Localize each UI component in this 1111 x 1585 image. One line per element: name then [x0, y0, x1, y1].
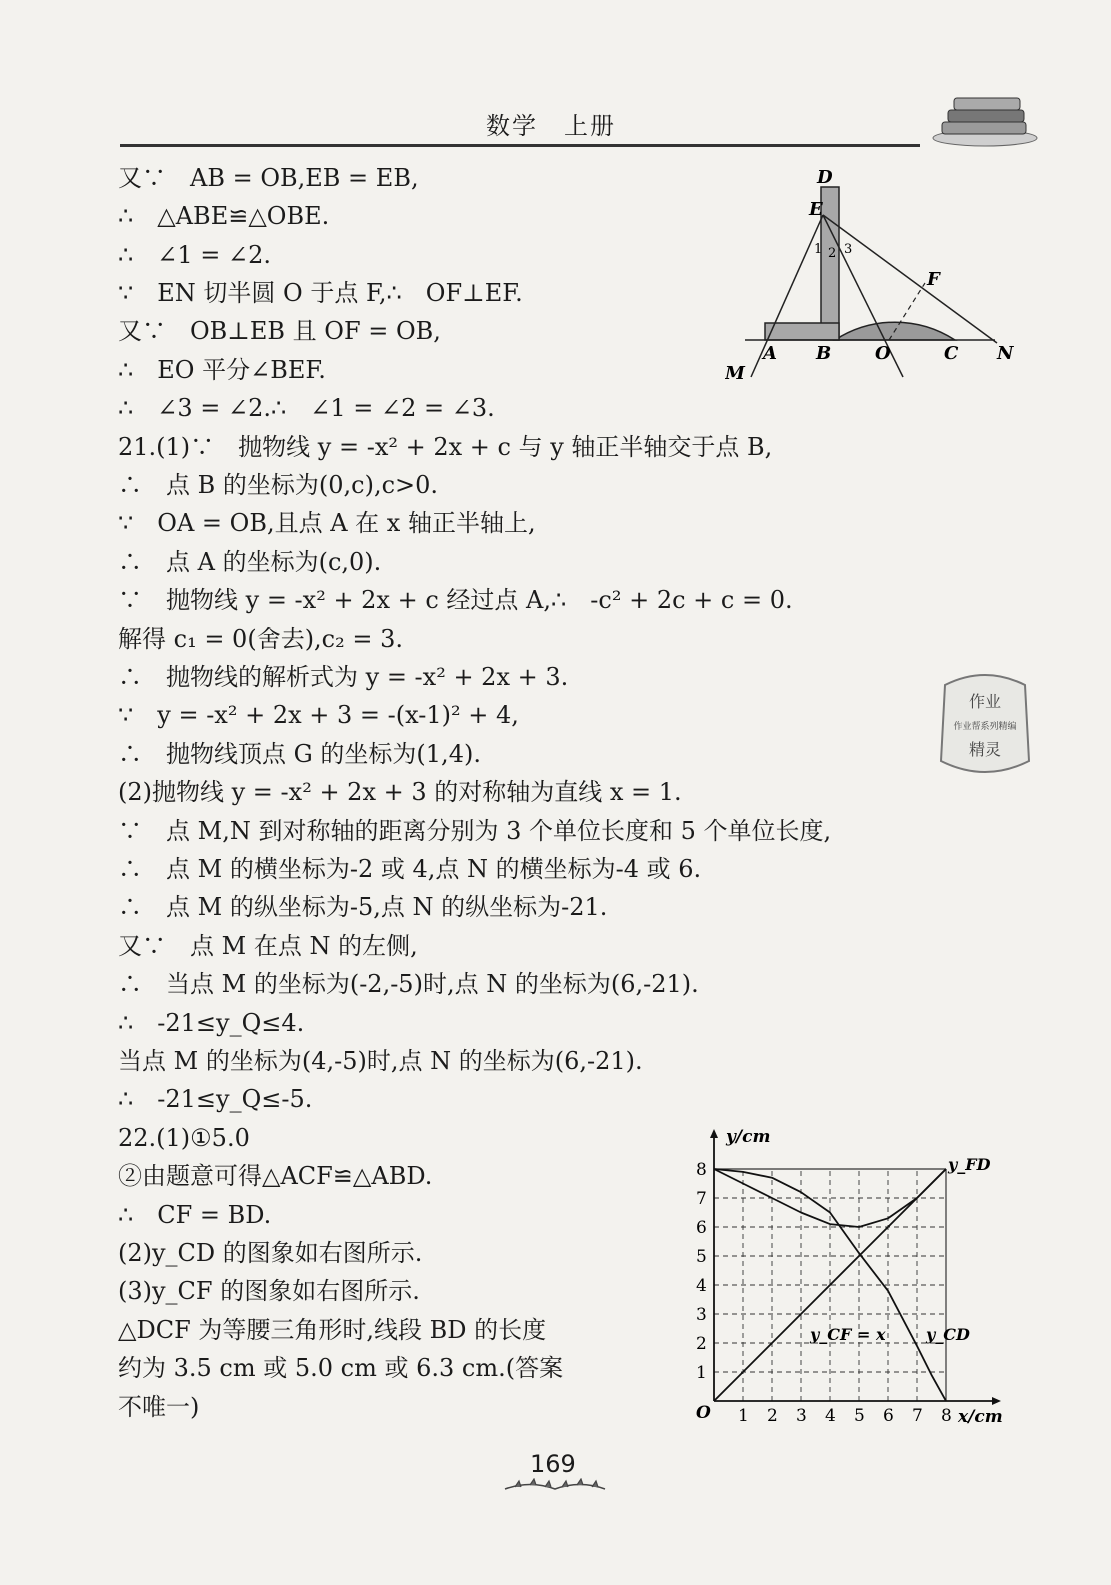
- label-o: O: [875, 343, 891, 364]
- y-axis-arrow: [710, 1129, 718, 1138]
- text-line: ②由题意可得△ACF≌△ABD.: [118, 1162, 433, 1190]
- y-tick-label: 7: [696, 1189, 707, 1209]
- text-line: ∵ OA = OB,且点 A 在 x 轴正半轴上,: [118, 509, 536, 537]
- label-b: B: [816, 343, 832, 364]
- chart-series: [714, 1169, 946, 1401]
- x-tick-label: 7: [912, 1406, 923, 1426]
- function-chart: [670, 1120, 1025, 1440]
- text-line: ∵ y = -x² + 2x + 3 = -(x-1)² + 4,: [118, 701, 519, 729]
- y-axis-label: y/cm: [726, 1127, 771, 1147]
- x-tick-label: 3: [796, 1406, 807, 1426]
- text-line: (2)y_CD 的图象如右图所示.: [118, 1239, 423, 1267]
- label-2: 2: [828, 246, 837, 261]
- text-line: 21.(1)∵ 抛物线 y = -x² + 2x + c 与 y 轴正半轴交于点 B,: [118, 433, 773, 461]
- label-3: 3: [844, 242, 853, 257]
- text-line: 又∵ AB = OB,EB = EB,: [118, 164, 419, 192]
- y-tick-label: 3: [696, 1305, 707, 1325]
- text-line: ∴ -21≤y_Q≤-5.: [118, 1085, 313, 1113]
- text-line: ∵ EN 切半圆 O 于点 F,∴ OF⊥EF.: [118, 279, 523, 307]
- page-header: [0, 92, 1111, 152]
- text-line: ∴ -21≤y_Q≤4.: [118, 1009, 305, 1037]
- text-line: 当点 M 的坐标为(4,-5)时,点 N 的坐标为(6,-21).: [118, 1047, 643, 1075]
- x-tick-label: 1: [738, 1406, 749, 1426]
- text-line: ∴ △ABE≌△OBE.: [118, 202, 330, 230]
- text-line: ∴ 当点 M 的坐标为(-2,-5)时,点 N 的坐标为(6,-21).: [118, 970, 699, 998]
- text-line: ∵ 抛物线 y = -x² + 2x + c 经过点 A,∴ -c² + 2c + c = 0.: [118, 586, 793, 614]
- y-tick-label: 8: [696, 1160, 707, 1180]
- text-line: 22.(1)①5.0: [118, 1124, 250, 1152]
- text-line: 不唯一): [118, 1393, 200, 1421]
- label-n: N: [997, 343, 1014, 364]
- label-a: A: [763, 343, 777, 364]
- label-d: D: [817, 167, 833, 188]
- x-tick-label: 6: [883, 1406, 894, 1426]
- label-1: 1: [814, 242, 823, 257]
- geometry-figure: [725, 165, 1025, 395]
- origin-label: O: [696, 1403, 711, 1423]
- x-tick-label: 5: [854, 1406, 865, 1426]
- label-m: M: [725, 363, 745, 384]
- series-label-cd: y_CD: [926, 1325, 970, 1344]
- text-line: ∴ 点 M 的横坐标为-2 或 4,点 N 的横坐标为-4 或 6.: [118, 855, 702, 883]
- x-tick-label: 2: [767, 1406, 778, 1426]
- text-line: 约为 3.5 cm 或 5.0 cm 或 6.3 cm.(答案: [118, 1354, 564, 1382]
- series-line-cf: [714, 1169, 946, 1401]
- header-rule: [120, 144, 920, 147]
- text-line: ∴ 抛物线的解析式为 y = -x² + 2x + 3.: [118, 663, 569, 691]
- y-tick-label: 2: [696, 1334, 707, 1354]
- stamp-middle: 作业帮系列精编: [953, 722, 1017, 732]
- label-e: E: [809, 199, 823, 220]
- stamp-bottom: 精灵: [968, 740, 1002, 759]
- y-ticks: [696, 1160, 707, 1383]
- label-c: C: [944, 343, 959, 364]
- stamp-top: 作业: [968, 692, 1002, 711]
- series-label-fd: y_FD: [948, 1155, 991, 1174]
- books-icon: [930, 92, 1040, 148]
- x-axis-label: x/cm: [958, 1407, 1003, 1427]
- header-title: 数学 上册: [486, 112, 616, 140]
- homework-stamp: [925, 665, 1045, 785]
- line-em: [751, 215, 823, 377]
- text-line: 又∵ 点 M 在点 N 的左侧,: [118, 932, 418, 960]
- x-axis-arrow: [992, 1397, 1001, 1405]
- set-square-horizontal: [765, 323, 839, 340]
- text-line: ∴ CF = BD.: [118, 1201, 272, 1229]
- y-tick-label: 4: [696, 1276, 707, 1296]
- text-line: (2)抛物线 y = -x² + 2x + 3 的对称轴为直线 x = 1.: [118, 778, 682, 806]
- text-line: ∴ EO 平分∠BEF.: [118, 356, 326, 384]
- text-line: 又∵ OB⊥EB 且 OF = OB,: [118, 317, 441, 345]
- page-number: 169: [530, 1450, 576, 1478]
- text-line: ∴ 抛物线顶点 G 的坐标为(1,4).: [118, 740, 481, 768]
- text-line: ∴ 点 B 的坐标为(0,c),c>0.: [118, 471, 439, 499]
- text-line: (3)y_CF 的图象如右图所示.: [118, 1277, 420, 1305]
- x-ticks: [738, 1406, 952, 1426]
- y-tick-label: 6: [696, 1218, 707, 1238]
- leaf-ornament-icon: [500, 1478, 610, 1500]
- text-line: ∴ 点 A 的坐标为(c,0).: [118, 548, 382, 576]
- text-line: △DCF 为等腰三角形时,线段 BD 的长度: [118, 1316, 547, 1344]
- text-line: ∵ 点 M,N 到对称轴的距离分别为 3 个单位长度和 5 个单位长度,: [118, 817, 832, 845]
- set-square-vertical: [821, 187, 839, 340]
- text-line: ∴ 点 M 的纵坐标为-5,点 N 的纵坐标为-21.: [118, 893, 608, 921]
- label-f: F: [927, 269, 940, 290]
- y-tick-label: 1: [696, 1363, 707, 1383]
- x-tick-label: 8: [941, 1406, 952, 1426]
- text-line: ∴ ∠3 = ∠2.∴ ∠1 = ∠2 = ∠3.: [118, 394, 495, 422]
- y-tick-label: 5: [696, 1247, 707, 1267]
- text-line: 解得 c₁ = 0(舍去),c₂ = 3.: [118, 625, 404, 653]
- series-label-cf: y_CF = x: [810, 1325, 886, 1344]
- text-line: ∴ ∠1 = ∠2.: [118, 241, 272, 269]
- x-tick-label: 4: [825, 1406, 836, 1426]
